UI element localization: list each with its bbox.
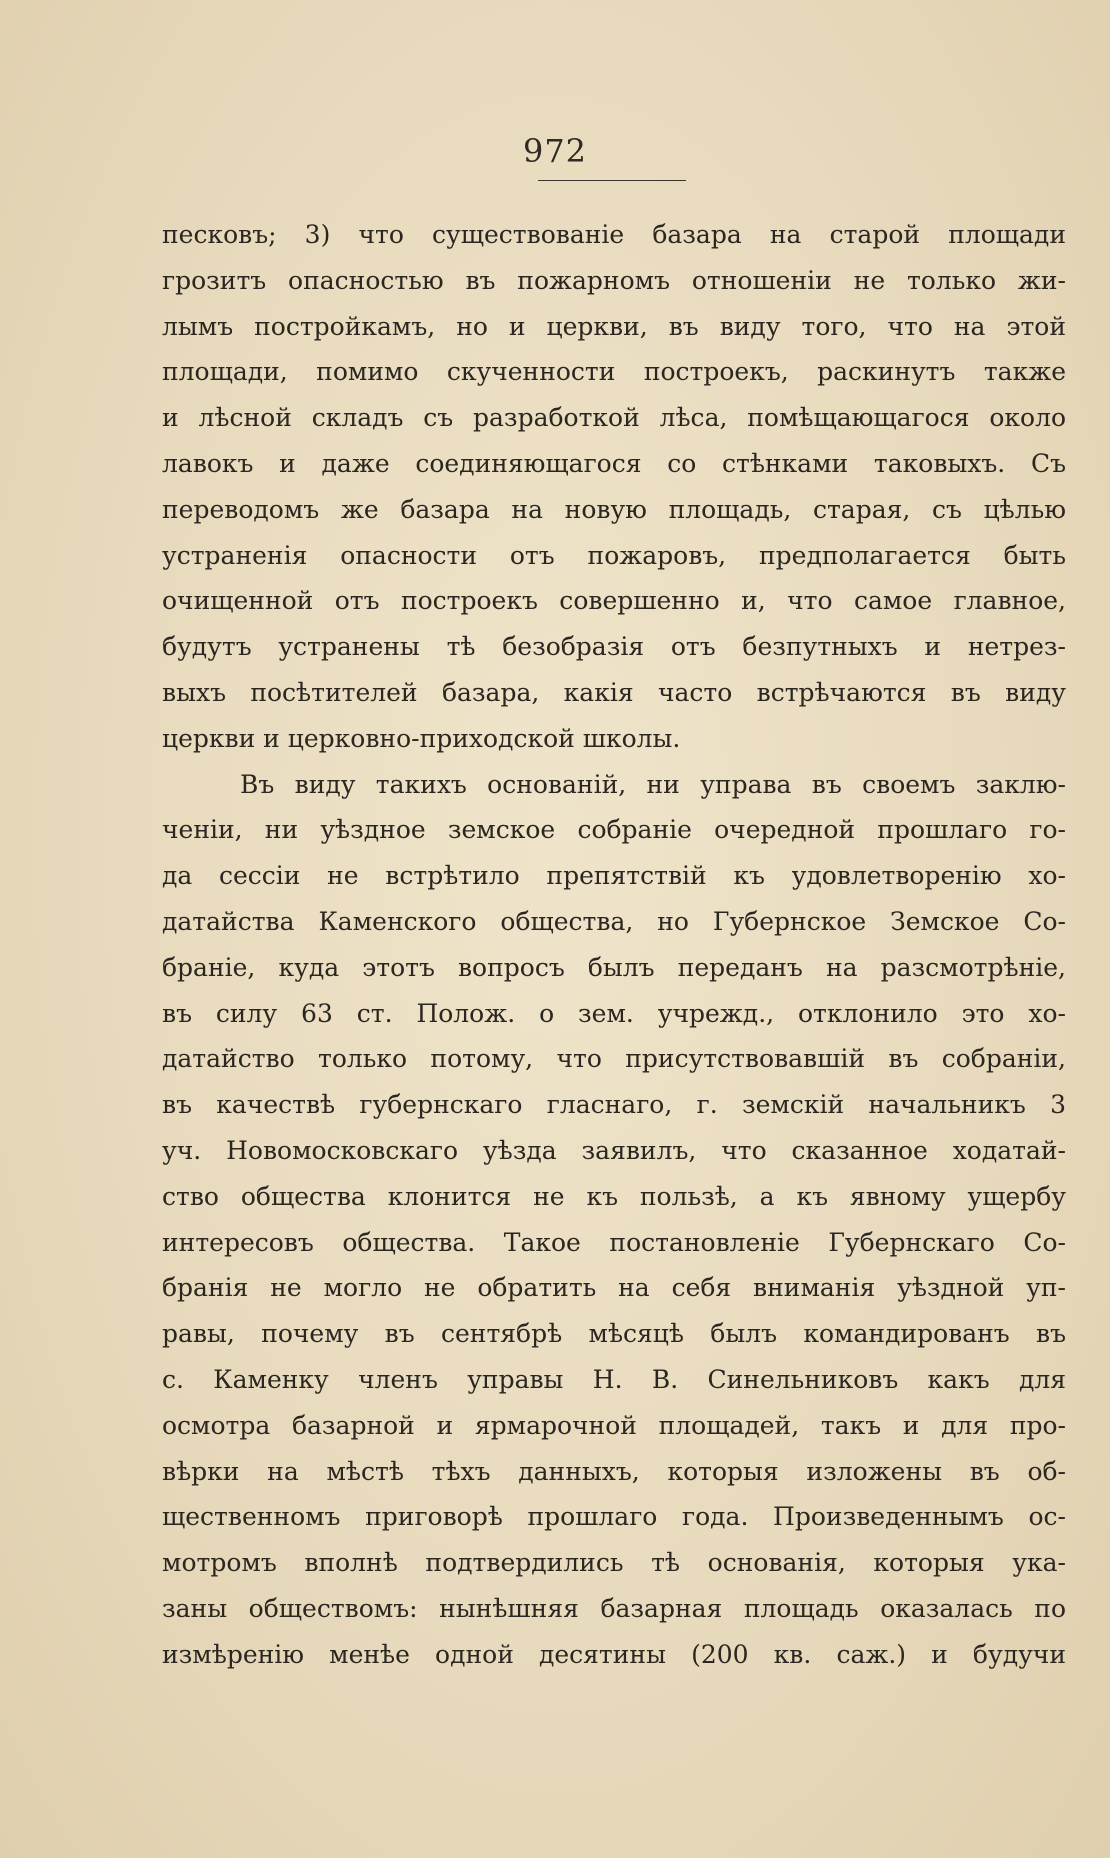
text-line: с. Каменку членъ управы Н. В. Синельниковъ какъ для: [162, 1364, 1066, 1394]
text-line: щественномъ приговорѣ прошлаго года. Произведеннымъ ос-: [162, 1502, 1066, 1532]
text-line: песковъ; 3) что существованіе базара на старой площади: [162, 220, 1066, 249]
text-line: въ качествѣ губернскаго гласнаго, г. земскій начальникъ 3: [162, 1090, 1066, 1120]
text-line: заны обществомъ: нынѣшняя базарная площадь оказалась по: [162, 1593, 1066, 1623]
text-line: равы, почему въ сентябрѣ мѣсяцѣ былъ командированъ въ: [162, 1319, 1066, 1349]
text-line: выхъ посѣтителей базара, какія часто встрѣчаются въ виду: [162, 677, 1066, 707]
text-line: лавокъ и даже соединяющагося со стѣнками таковыхъ. Съ: [162, 448, 1066, 478]
text-line: измѣренію менѣе одной десятины (200 кв. саж.) и будучи: [162, 1639, 1066, 1669]
text-line: лымъ постройкамъ, но и церкви, въ виду того, что на этой: [162, 311, 1066, 341]
text-line: очищенной отъ построекъ совершенно и, что самое главное,: [162, 586, 1066, 616]
text-line: датайства Каменского общества, но Губернское Земское Со-: [162, 906, 1066, 936]
paragraph-first-line: Въ виду такихъ основаній, ни управа въ своемъ заклю-: [240, 769, 1066, 799]
text-line: да сессіи не встрѣтило препятствій къ удовлетворенію хо-: [162, 861, 1066, 891]
page-number: 972: [522, 132, 588, 170]
text-line: браніе, куда этотъ вопросъ былъ переданъ на разсмотрѣніе,: [162, 952, 1066, 982]
text-line: мотромъ вполнѣ подтвердились тѣ основанія, которыя ука-: [162, 1548, 1066, 1578]
text-line: ство общества клонится не къ пользѣ, а къ явному ущербу: [162, 1181, 1066, 1211]
body-text: [162, 212, 1066, 1678]
text-line: датайство только потому, что присутствовавшій въ собраніи,: [162, 1044, 1066, 1074]
paragraph-last-line: церкви и церковно-приходской школы.: [162, 723, 681, 753]
text-line: вѣрки на мѣстѣ тѣхъ данныхъ, которыя изложены въ об-: [162, 1456, 1066, 1486]
text-line: уч. Новомосковскаго уѣзда заявилъ, что сказанное ходатай-: [162, 1135, 1066, 1165]
text-line: бранія не могло не обратить на себя вниманія уѣздной уп-: [162, 1273, 1066, 1303]
text-line: интересовъ общества. Такое постановленіе Губернскаго Со-: [162, 1227, 1066, 1257]
page-header: [0, 132, 1110, 170]
text-line: грозитъ опасностью въ пожарномъ отношеніи не только жи-: [162, 265, 1066, 295]
text-line: въ силу 63 ст. Полож. о зем. учрежд., отклонило это хо-: [162, 998, 1066, 1028]
text-line: и лѣсной складъ съ разработкой лѣса, помѣщающагося около: [162, 403, 1066, 433]
text-line: осмотра базарной и ярмарочной площадей, такъ и для про-: [162, 1410, 1066, 1440]
header-rule: [538, 180, 686, 181]
text-line: устраненія опасности отъ пожаровъ, предполагается быть: [162, 540, 1066, 570]
text-line: ченіи, ни уѣздное земское собраніе очередной прошлаго го-: [162, 815, 1066, 845]
text-line: переводомъ же базара на новую площадь, старая, съ цѣлью: [162, 494, 1066, 524]
text-line: площади, помимо скученности построекъ, раскинутъ также: [162, 357, 1066, 387]
text-line: будутъ устранены тѣ безобразія отъ безпутныхъ и нетрез-: [162, 632, 1066, 662]
